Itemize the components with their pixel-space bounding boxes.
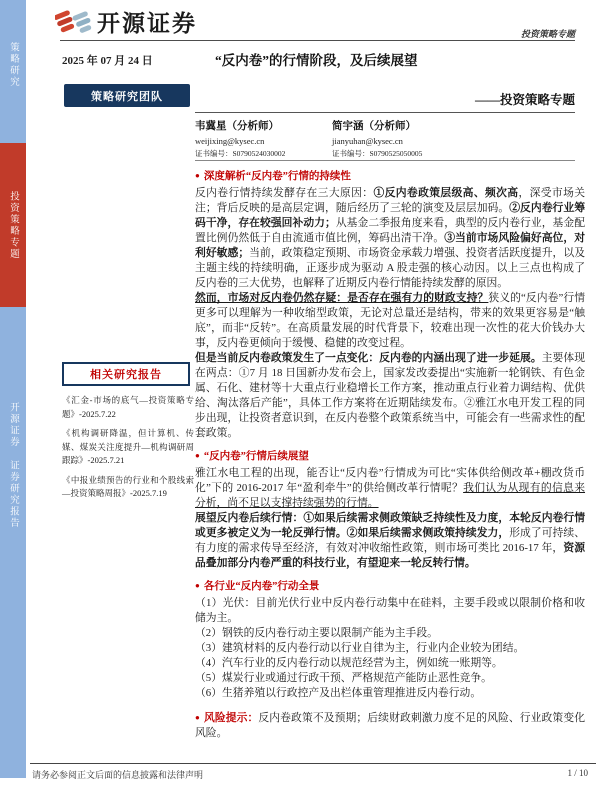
report-title: “反内卷”的行情阶段，及后续展望 bbox=[215, 53, 418, 68]
related-reports-list bbox=[62, 394, 194, 507]
paragraph: 反内卷行情持续发酵存在三大原因：①反内卷政策层级高、频次高，深受市场关注；背后反映的是高层定调，随后经历了三轮的演变及层层加码。②反内卷行业筹码干净，存在较强回补动力；从基金二季报角度来看，典型的反内卷行业，基金配置比例仍然低于自由流通市值比例，筹码出清干净。③当前市场风险偏好高位，对利好敏感；当前，政策稳定预期、市场资金承载力增强、投资者活跃度提升，以及主题主线的持续明确，正逐步成为驱动 A 股走强的核心动因。以上三点也构成了反内卷的三大优势，也解释了近期反内卷行情能持续发酵的原因。 bbox=[195, 187, 586, 289]
analysts-divider bbox=[195, 160, 575, 161]
analyst-name: 简宇涵（分析师） bbox=[332, 121, 416, 132]
team-button[interactable]: 策略研究团队 bbox=[64, 84, 190, 107]
analyst-2 bbox=[332, 118, 469, 159]
analyst-cert: 证书编号：S0790525050005 bbox=[332, 149, 423, 158]
side-band bbox=[0, 0, 26, 778]
report-subtitle: ——投资策略专题 bbox=[474, 93, 575, 107]
related-reports-title: 相关研究报告 bbox=[90, 369, 162, 381]
section-title: 深度解析“反内卷”行情的持续性 bbox=[203, 171, 351, 182]
logo-text: 开源证券 bbox=[97, 10, 197, 36]
analysts-block bbox=[195, 118, 575, 159]
industry-action-item: （5）煤炭行业或通过行政干预、严格规范产能防止恶性竞争。 bbox=[195, 672, 492, 684]
risk-notice bbox=[195, 710, 585, 741]
paragraph: 展望反内卷后续行情：①如果后续需求侧政策缺乏持续性及力度，本轮反内卷行情或更多被定义为一轮反弹行情。②如果后续需求侧政策持续发力，形成了可持续、有力度的需求传导至经济，有效对冲收缩性政策，则市场可类比 2016-17 年，资源品叠加部分内卷严重的科技行业，有望迎来一轮反转行情。 bbox=[195, 512, 586, 569]
report-category-label: 投资策略专题 bbox=[520, 29, 575, 39]
logo-icon bbox=[55, 7, 93, 37]
related-report-link[interactable]: 《汇金-市场的底气—投资策略专题》-2025.7.22 bbox=[62, 395, 194, 419]
paragraph: 雅江水电工程的出现，能否让“反内卷”行情成为可比“实体供给侧改革+棚改货币化”下的 2016-2017 年“盈利牵牛”的供给侧改革行情呢？我们认为从现有的信息来分析，尚不足以支撑持续强势的行情。 bbox=[195, 467, 586, 509]
section-heading-3 bbox=[195, 578, 585, 593]
side-tab-label: 投资策略专题 bbox=[8, 190, 18, 260]
title-divider bbox=[195, 112, 575, 113]
company-logo bbox=[55, 5, 197, 38]
risk-text: 反内卷政策不及预期；后续财政刺激力度不足的风险、行业政策变化风险。 bbox=[195, 712, 585, 739]
bullet-icon: ● bbox=[195, 581, 200, 590]
related-report-link[interactable]: 《中报业绩预告的行业和个股线索—投资策略周报》-2025.7.19 bbox=[62, 474, 194, 498]
paragraph: 但是当前反内卷政策发生了一点变化：反内卷的内涵出现了进一步延展。主要体现在两点：①7 月 18 日国新办发布会上，国家发改委提出“实施新一轮钢铁、有色金属、石化、建材等十大重点行业稳增长工作方案，推动重点行业着力调结构、优供给、淘汰落后产能”，具体工作方案将在近期陆续发布。②雅江水电开发工程的同步出现，让投资者意识到，在反内卷整个政策系统当中，可能会有一些需求性的配套政策。 bbox=[195, 352, 586, 439]
bullet-icon: ● bbox=[195, 171, 200, 180]
industry-action-item: （1）光伏：目前光伏行业中反内卷行动集中在硅料，主要手段或以限制价格和收储为主。 bbox=[195, 597, 585, 624]
analyst-1 bbox=[195, 118, 332, 159]
report-date: 2025 年 07 月 24 日 bbox=[62, 55, 153, 67]
analyst-cert: 证书编号：S0790524030002 bbox=[195, 149, 286, 158]
section-title: “反内卷”行情后续展望 bbox=[203, 451, 309, 462]
footer-divider bbox=[30, 763, 596, 764]
section-heading-2 bbox=[195, 448, 585, 463]
page-number: 1 / 10 bbox=[567, 768, 588, 778]
section-heading-1 bbox=[195, 168, 585, 183]
paragraph: 然而，市场对反内卷仍然存疑：是否存在强有力的财政支持？狭义的“反内卷”行情更多可以理解为一种收缩型政策，无论对总量还是结构，带来的效果更容易是“触底”，而非“反转”。在高质量发展的时代背景下，较难出现一次性的花大价钱办大事，反内卷更倾向于缓慢、稳健的改变过程。 bbox=[195, 292, 585, 349]
header-divider bbox=[60, 40, 575, 41]
analyst-email[interactable]: weijixing@kysec.cn bbox=[195, 136, 265, 146]
analyst-email[interactable]: jianyuhan@kysec.cn bbox=[332, 136, 403, 146]
report-body bbox=[195, 168, 585, 741]
industry-action-item: （6）生猪养殖以行政控产及出栏体重管理推进反内卷行动。 bbox=[195, 687, 482, 699]
industry-action-item: （3）建筑材料的反内卷行动以行业自律为主，行业内企业较为团结。 bbox=[195, 642, 525, 654]
section-title: 各行业“反内卷”行动全景 bbox=[203, 581, 320, 592]
side-tab-investment-strategy-active[interactable] bbox=[0, 143, 26, 307]
analyst-name: 韦冀星（分析师） bbox=[195, 121, 279, 132]
side-tab-label: 策略研究 bbox=[8, 42, 18, 88]
side-tab-label: 开源证券 证券研究报告 bbox=[8, 401, 18, 529]
side-tab-research-report bbox=[0, 400, 26, 530]
industry-action-item: （4）汽车行业的反内卷行动以规范经营为主，例如统一账期等。 bbox=[195, 657, 503, 669]
side-tab-strategy-research[interactable] bbox=[0, 30, 26, 100]
risk-label: 风险提示： bbox=[203, 712, 259, 724]
bullet-icon: ● bbox=[195, 713, 200, 722]
related-reports-header bbox=[62, 362, 190, 386]
bullet-icon: ● bbox=[195, 451, 200, 460]
industry-action-item: （2）钢铁的反内卷行动主要以限制产能为主手段。 bbox=[195, 627, 438, 639]
footer-disclaimer: 请务必参阅正文后面的信息披露和法律声明 bbox=[32, 770, 204, 780]
related-report-link[interactable]: 《机构调研降温，但计算机、传媒、煤炭关注度提升—机构调研周跟踪》-2025.7.21 bbox=[62, 428, 194, 465]
